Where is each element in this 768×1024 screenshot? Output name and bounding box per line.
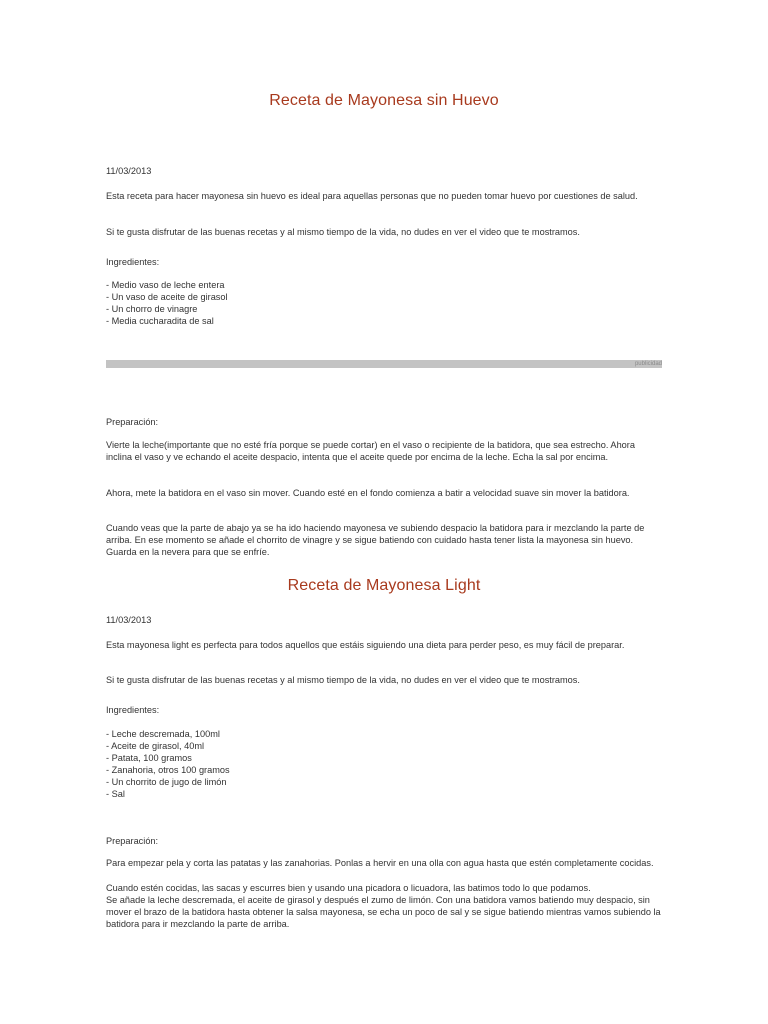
recipe2-ingredients-heading: Ingredientes: [106,705,160,715]
ingredient-item: - Un chorro de vinagre [106,304,198,314]
advertisement-label: publicidad [634,361,662,367]
recipe1-preparation-heading: Preparación: [106,417,159,427]
recipe1-step: Vierte la leche(importante que no esté fría porque se puede cortar) en el vaso o recipiente de la batidora, que sea estrecho. Ahora inclina el vaso y ve echando el aceite despacio, intenta que el aceite quede por encima de la leche. Echa la sal por encima. [106,440,635,462]
recipe2-intro: Esta mayonesa light es perfecta para todos aquellos que estáis siguiendo una dieta para perder peso, es muy fácil de preparar. [106,640,625,650]
ingredient-item: - Un vaso de aceite de girasol [106,292,228,302]
ingredient-item: - Media cucharadita de sal [106,316,214,326]
recipe1-ingredient-list [106,279,662,327]
recipe1-video-note: Si te gusta disfrutar de las buenas recetas y al mismo tiempo de la vida, no dudes en ver el video que te mostramos. [106,227,580,237]
recipe2-step: Se añade la leche descremada, el aceite de girasol y después el zumo de limón. Con una batidora vamos batiendo muy despacio, sin mover el brazo de la batidora hasta obtener la salsa mayonesa, se echa un poco de sal y se sigue batiendo mientras vamos subiendo la batidora para ir mezclando la parte de arriba. [106,895,661,929]
recipe1-step: Ahora, mete la batidora en el vaso sin mover. Cuando esté en el fondo comienza a batir a velocidad suave sin mover la batidora. [106,488,630,498]
recipe1-intro: Esta receta para hacer mayonesa sin huevo es ideal para aquellas personas que no pueden tomar huevo por cuestiones de salud. [106,191,638,201]
recipe2-ingredient-list [106,728,662,800]
ingredient-item: - Sal [106,789,125,799]
advertisement-bar [106,360,662,368]
recipe2-step: Cuando estén cocidas, las sacas y escurres bien y usando una picadora o licuadora, las batimos todo lo que podamos. [106,883,591,893]
recipe2-video-note: Si te gusta disfrutar de las buenas recetas y al mismo tiempo de la vida, no dudes en ver el video que te mostramos. [106,675,580,685]
ingredient-item: - Aceite de girasol, 40ml [106,741,205,751]
recipe1-title: Receta de Mayonesa sin Huevo [269,92,499,109]
ingredient-item: - Zanahoria, otros 100 gramos [106,765,230,775]
recipe2-preparation-heading: Preparación: [106,836,159,846]
ingredient-item: - Leche descremada, 100ml [106,729,220,739]
ingredient-item: - Medio vaso de leche entera [106,280,225,290]
recipe2-step: Para empezar pela y corta las patatas y las zanahorias. Ponlas a hervir en una olla con agua hasta que estén completamente cocidas. [106,858,654,868]
recipe1-ingredients-heading: Ingredientes: [106,257,160,267]
ingredient-item: - Un chorrito de jugo de limón [106,777,227,787]
recipe1-date: 11/03/2013 [106,166,152,176]
ingredient-item: - Patata, 100 gramos [106,753,192,763]
recipe1-step: Cuando veas que la parte de abajo ya se ha ido haciendo mayonesa ve subiendo despacio la batidora para ir mezclando la parte de arriba. En ese momento se añade el chorrito de vinagre y se sigue batiendo con cuidado hasta tener lista la mayonesa sin huevo. Guarda en la nevera para que se enfríe. [106,523,645,557]
recipe2-title: Receta de Mayonesa Light [287,577,481,594]
recipe2-date: 11/03/2013 [106,615,152,625]
